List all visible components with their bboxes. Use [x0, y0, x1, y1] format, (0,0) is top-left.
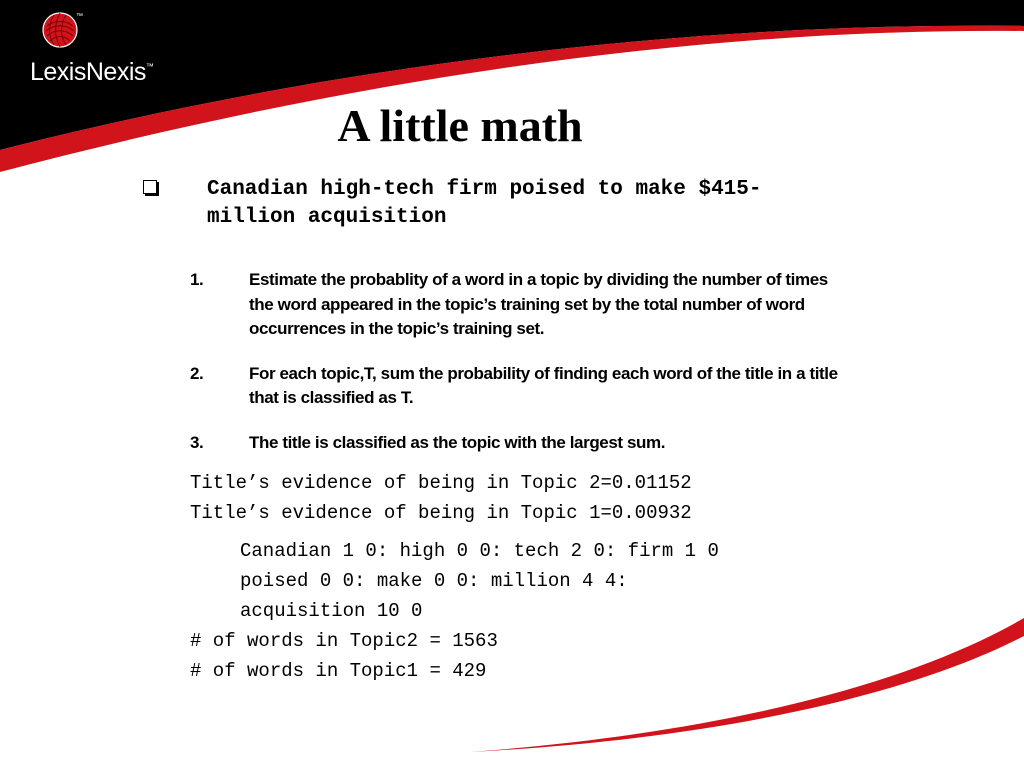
word-count-line: Canadian 1 0: high 0 0: tech 2 0: firm 1 0 [240, 540, 719, 562]
topic-total-line: # of words in Topic2 = 1563 [190, 630, 498, 652]
step-text: Estimate the probablity of a word in a topic by dividing the number of times the word appeared in the topic’s training set by the total number of word occurrences in the topic’s training set. [249, 270, 828, 338]
evidence-block [190, 468, 830, 528]
step-number: 3. [190, 432, 204, 452]
bullet-headline: Canadian high-tech firm poised to make $415-million acquisition [207, 178, 762, 229]
steps-list [190, 268, 840, 475]
step-number: 2. [190, 363, 204, 383]
step-item [190, 431, 840, 456]
lexisnexis-logo-icon [42, 12, 78, 48]
step-item [190, 362, 840, 411]
word-counts-block [240, 536, 840, 626]
step-text: The title is classified as the topic with the largest sum. [249, 432, 666, 452]
step-text: For each topic,T, sum the probability of finding each word of the title in a title that is classified as T. [249, 363, 838, 407]
lexisnexis-wordmark [30, 58, 153, 87]
evidence-line: Title’s evidence of being in Topic 2=0.01152 [190, 472, 692, 494]
word-count-line: poised 0 0: make 0 0: million 4 4: [240, 570, 628, 592]
word-count-line: acquisition 10 0 [240, 600, 423, 622]
slide-title: A little math [337, 100, 583, 151]
step-number: 1. [190, 270, 204, 289]
step-item [190, 268, 840, 342]
logo-mark-tm: ™ [76, 13, 83, 20]
topic-total-line: # of words in Topic1 = 429 [190, 660, 487, 682]
bullet-box-icon [143, 180, 157, 194]
logo-tm: ™ [145, 62, 154, 71]
topic-totals-block [190, 626, 830, 686]
evidence-line: Title’s evidence of being in Topic 1=0.00932 [190, 502, 692, 524]
logo-name: LexisNexis [30, 58, 146, 86]
